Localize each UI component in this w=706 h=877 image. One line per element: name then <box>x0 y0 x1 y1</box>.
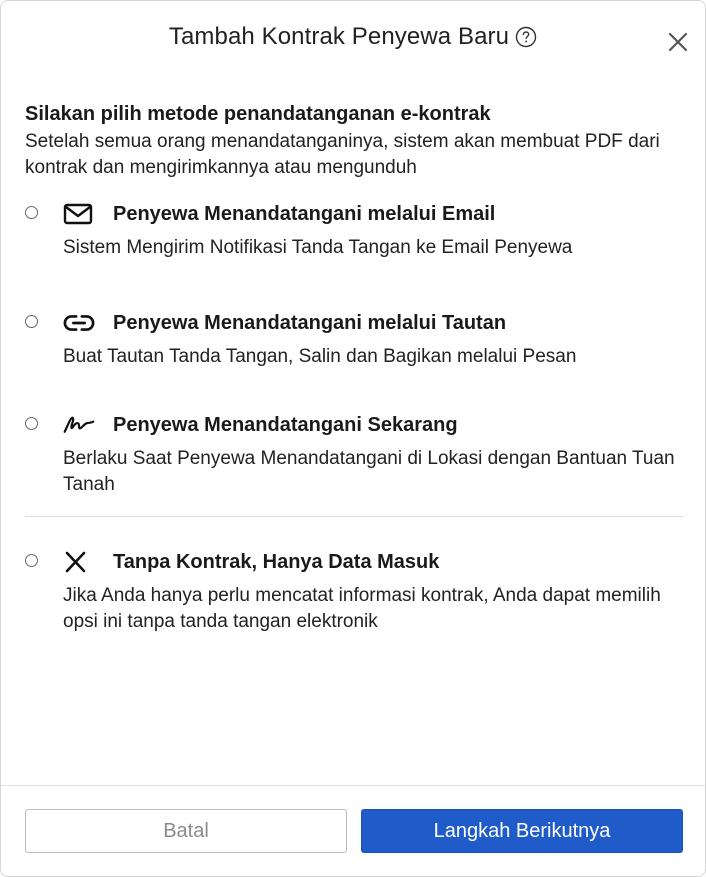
x-mark-icon <box>63 549 95 575</box>
options-divider <box>25 516 683 517</box>
radio-email[interactable] <box>25 206 38 219</box>
option-no-contract[interactable] <box>25 549 683 635</box>
radio-no-contract[interactable] <box>25 554 38 567</box>
envelope-icon <box>63 201 95 227</box>
option-link[interactable] <box>25 310 683 370</box>
close-x-icon[interactable] <box>667 31 689 53</box>
option-title: Penyewa Menandatangani melalui Tautan <box>113 312 507 334</box>
option-title: Penyewa Menandatangani Sekarang <box>113 414 458 436</box>
option-email[interactable] <box>25 201 683 261</box>
title-wrap <box>1 23 705 51</box>
intro-heading: Silakan pilih metode penandatanganan e-kontrak <box>25 103 491 125</box>
question-circle-icon[interactable] <box>515 26 537 48</box>
link-icon <box>63 310 95 336</box>
option-title: Penyewa Menandatangani melalui Email <box>113 203 496 225</box>
option-desc: Buat Tautan Tanda Tangan, Salin dan Bagikan melalui Pesan <box>63 346 577 367</box>
signing-method-options <box>25 201 683 635</box>
option-desc: Berlaku Saat Penyewa Menandatangani di Lokasi dengan Bantuan Tuan Tanah <box>63 448 675 495</box>
cancel-button[interactable]: Batal <box>25 809 347 853</box>
dialog-body <box>25 101 683 635</box>
option-sign-now[interactable] <box>25 412 683 498</box>
option-title: Tanpa Kontrak, Hanya Data Masuk <box>113 551 440 573</box>
dialog-header <box>1 1 705 79</box>
dialog-title: Tambah Kontrak Penyewa Baru <box>168 23 510 50</box>
radio-sign-now[interactable] <box>25 417 38 430</box>
signature-icon <box>63 412 95 438</box>
intro-subtext: Setelah semua orang menandatanganinya, sistem akan membuat PDF dari kontrak dan mengirimkannya atau mengunduh <box>25 131 660 178</box>
option-desc: Sistem Mengirim Notifikasi Tanda Tangan ke Email Penyewa <box>63 237 573 258</box>
footer-divider <box>1 785 705 786</box>
option-desc: Jika Anda hanya perlu mencatat informasi kontrak, Anda dapat memilih opsi ini tanpa tanda tangan elektronik <box>63 585 661 632</box>
next-step-button[interactable]: Langkah Berikutnya <box>361 809 683 853</box>
radio-link[interactable] <box>25 315 38 328</box>
